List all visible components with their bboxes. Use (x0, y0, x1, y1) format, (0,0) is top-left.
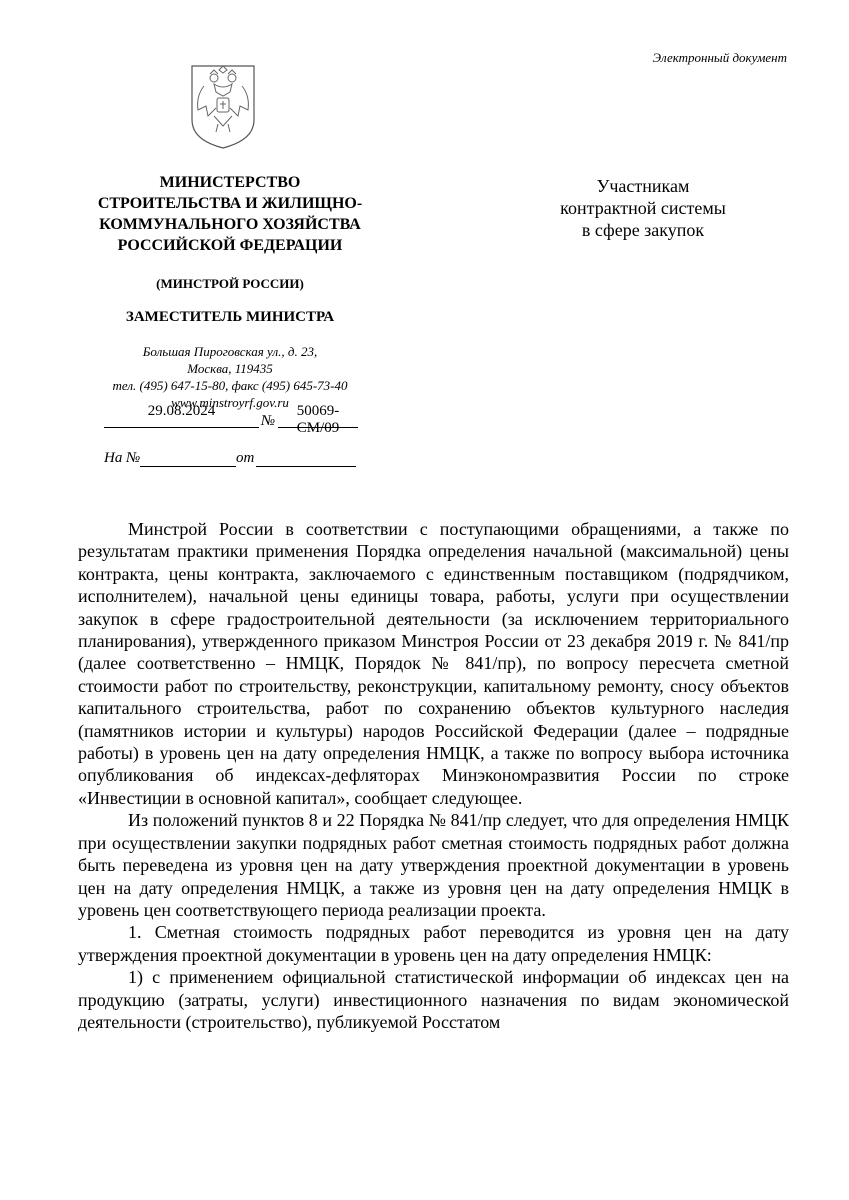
addressee-line: Участникам (596, 176, 690, 196)
ministry-line: СТРОИТЕЛЬСТВА И ЖИЛИЩНО- (97, 195, 363, 212)
sender-block (92, 172, 368, 411)
coat-of-arms-icon (186, 62, 260, 150)
phone-fax: тел. (495) 647-15-80, факс (495) 645-73-40 (112, 378, 348, 393)
letter-date: 29.08.2024 (147, 403, 216, 419)
ministry-name (92, 172, 368, 256)
ministry-abbreviation: (МИНСТРОЙ РОССИИ) (156, 276, 304, 291)
addressee-line: в сфере закупок (581, 220, 705, 240)
ministry-line: МИНИСТЕРСТВО (159, 174, 301, 191)
website: www.minstroyrf.gov.ru (171, 395, 289, 410)
paragraph: 1) с применением официальной статистической информации об индексах цен на продукцию (затраты, услуги) инвестиционного назначения по видам экономической деятельности (строительство), публикуемой Росстатом (78, 967, 789, 1032)
number-underline (278, 427, 358, 428)
addressee-line: контрактной системы (560, 198, 726, 218)
letter-number: 50069-СМ/09 (296, 403, 340, 436)
paragraph: Минстрой России в соответствии с поступающими обращениями, а также по результатам практики применения Порядка определения начальной (максимальной) цены контракта, цены контракта, заключаемого с единственным поставщиком (подрядчиком, исполнителем), начальной цены единицы товара, работы, услуги при осуществлении закупок в сфере градостроительной деятельности (за исключением территориального планирования), утвержденного приказом Минстроя России от 23 декабря 2019 г. № 841/пр (далее соответственно – НМЦК, Порядок № 841/пр), по вопросу пересчета сметной стоимости работ по строительству, реконструкции, капитальному ремонту, сносу объектов капитального строительства, работ по сохранению объектов культурного наследия (памятников истории и культуры) народов Российской Федерации (далее – подрядные работы) в уровень цен на дату определения НМЦК, а также по вопросу выбора источника опубликования об индексах-дефляторах Минэкономразвития России по строке «Инвестиции в основной капитал», сообщает следующее. (78, 519, 789, 808)
position-title: ЗАМЕСТИТЕЛЬ МИНИСТРА (125, 309, 335, 325)
address-line: Большая Пироговская ул., д. 23, (142, 344, 318, 359)
number-sign: № (261, 413, 276, 429)
date-underline (104, 427, 259, 428)
address-line: Москва, 119435 (187, 361, 273, 376)
paragraph: Из положений пунктов 8 и 22 Порядка № 841/пр следует, что для определения НМЦК при осуществлении закупки подрядных работ сметная стоимость подрядных работ должна быть переведена из уровня цен на дату утверждения проектной документации в уровень цен на дату определения НМЦК, а также из уровня цен на дату определения НМЦК в уровень цен соответствующего периода реализации проекта. (78, 810, 789, 920)
electronic-document-label: Электронный документ (652, 50, 787, 65)
paragraph: 1. Сметная стоимость подрядных работ переводится из уровня цен на дату утверждения проектной документации в уровень цен на дату определения НМЦК: (78, 922, 789, 965)
contacts (92, 343, 368, 411)
reference-prefix: На № (104, 450, 141, 466)
letter-body (78, 518, 789, 1033)
addressee-block (518, 175, 768, 241)
reference-line (104, 450, 356, 474)
ministry-line: КОММУНАЛЬНОГО ХОЗЯЙСТВА (99, 216, 361, 233)
reference-from: от (236, 450, 255, 466)
reference-number-underline (140, 466, 236, 467)
reference-date-underline (256, 466, 356, 467)
ministry-line: РОССИЙСКОЙ ФЕДЕРАЦИИ (117, 237, 343, 254)
registration-line (104, 403, 356, 436)
